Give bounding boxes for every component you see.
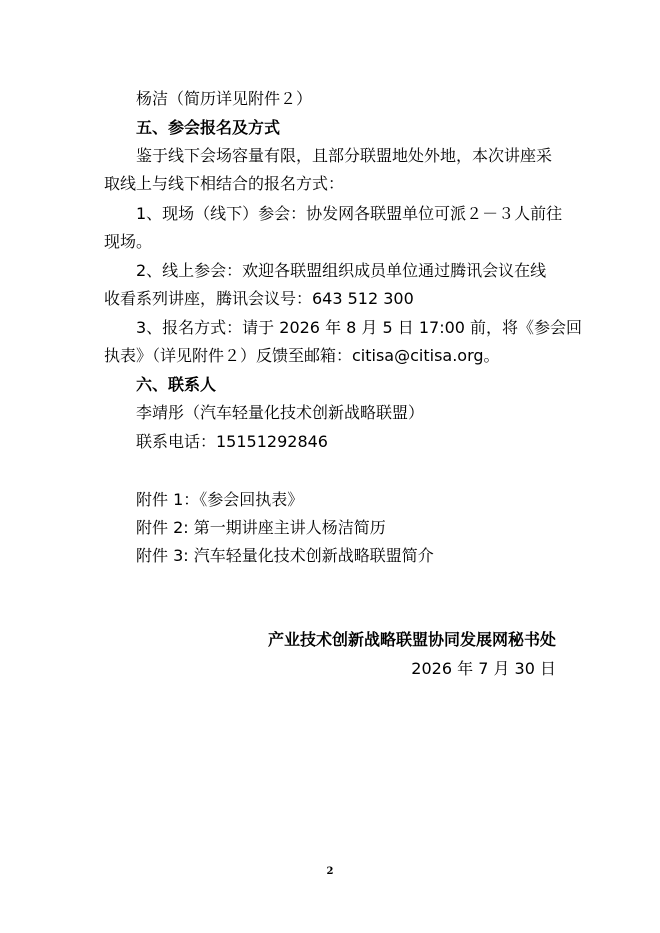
item-1-line-1: 1、现场（线下）参会：协发网各联盟单位可派２－３人前往 bbox=[136, 204, 563, 223]
signature-date: 2026 年 7 月 30 日 bbox=[411, 659, 556, 678]
signature-organization: 产业技术创新战略联盟协同发展网秘书处 bbox=[267, 630, 556, 649]
intro-line-1: 鉴于线下会场容量有限，且部分联盟地处外地，本次讲座采 bbox=[136, 146, 553, 165]
item-2-line-1: 2、线上参会：欢迎各联盟组织成员单位通过腾讯会议在线 bbox=[136, 261, 547, 280]
speaker-line: 杨洁（简历详见附件２） bbox=[136, 89, 313, 108]
item-2-line-2: 收看系列讲座，腾讯会议号：643 512 300 bbox=[104, 289, 414, 308]
item-3-line-1: 3、报名方式：请于 2026 年 8 月 5 日 17:00 前，将《参会回 bbox=[136, 318, 583, 337]
attachment-2: 附件 2: 第一期讲座主讲人杨洁简历 bbox=[136, 518, 386, 537]
item-1-line-2: 现场。 bbox=[104, 232, 153, 251]
contact-name: 李靖彤（汽车轻量化技术创新战略联盟） bbox=[136, 403, 425, 422]
page-number: 2 bbox=[326, 866, 334, 877]
section-5-heading: 五、参会报名及方式 bbox=[136, 118, 281, 137]
contact-phone: 联系电话：15151292846 bbox=[136, 432, 328, 451]
attachment-1: 附件 1：《参会回执表》 bbox=[136, 490, 304, 509]
intro-line-2: 取线上与线下相结合的报名方式： bbox=[104, 174, 345, 193]
section-6-heading: 六、联系人 bbox=[136, 375, 217, 394]
attachment-3: 附件 3: 汽车轻量化技术创新战略联盟简介 bbox=[136, 546, 434, 565]
item-3-line-2: 执表》（详见附件２）反馈至邮箱：citisa@citisa.org。 bbox=[104, 346, 500, 365]
